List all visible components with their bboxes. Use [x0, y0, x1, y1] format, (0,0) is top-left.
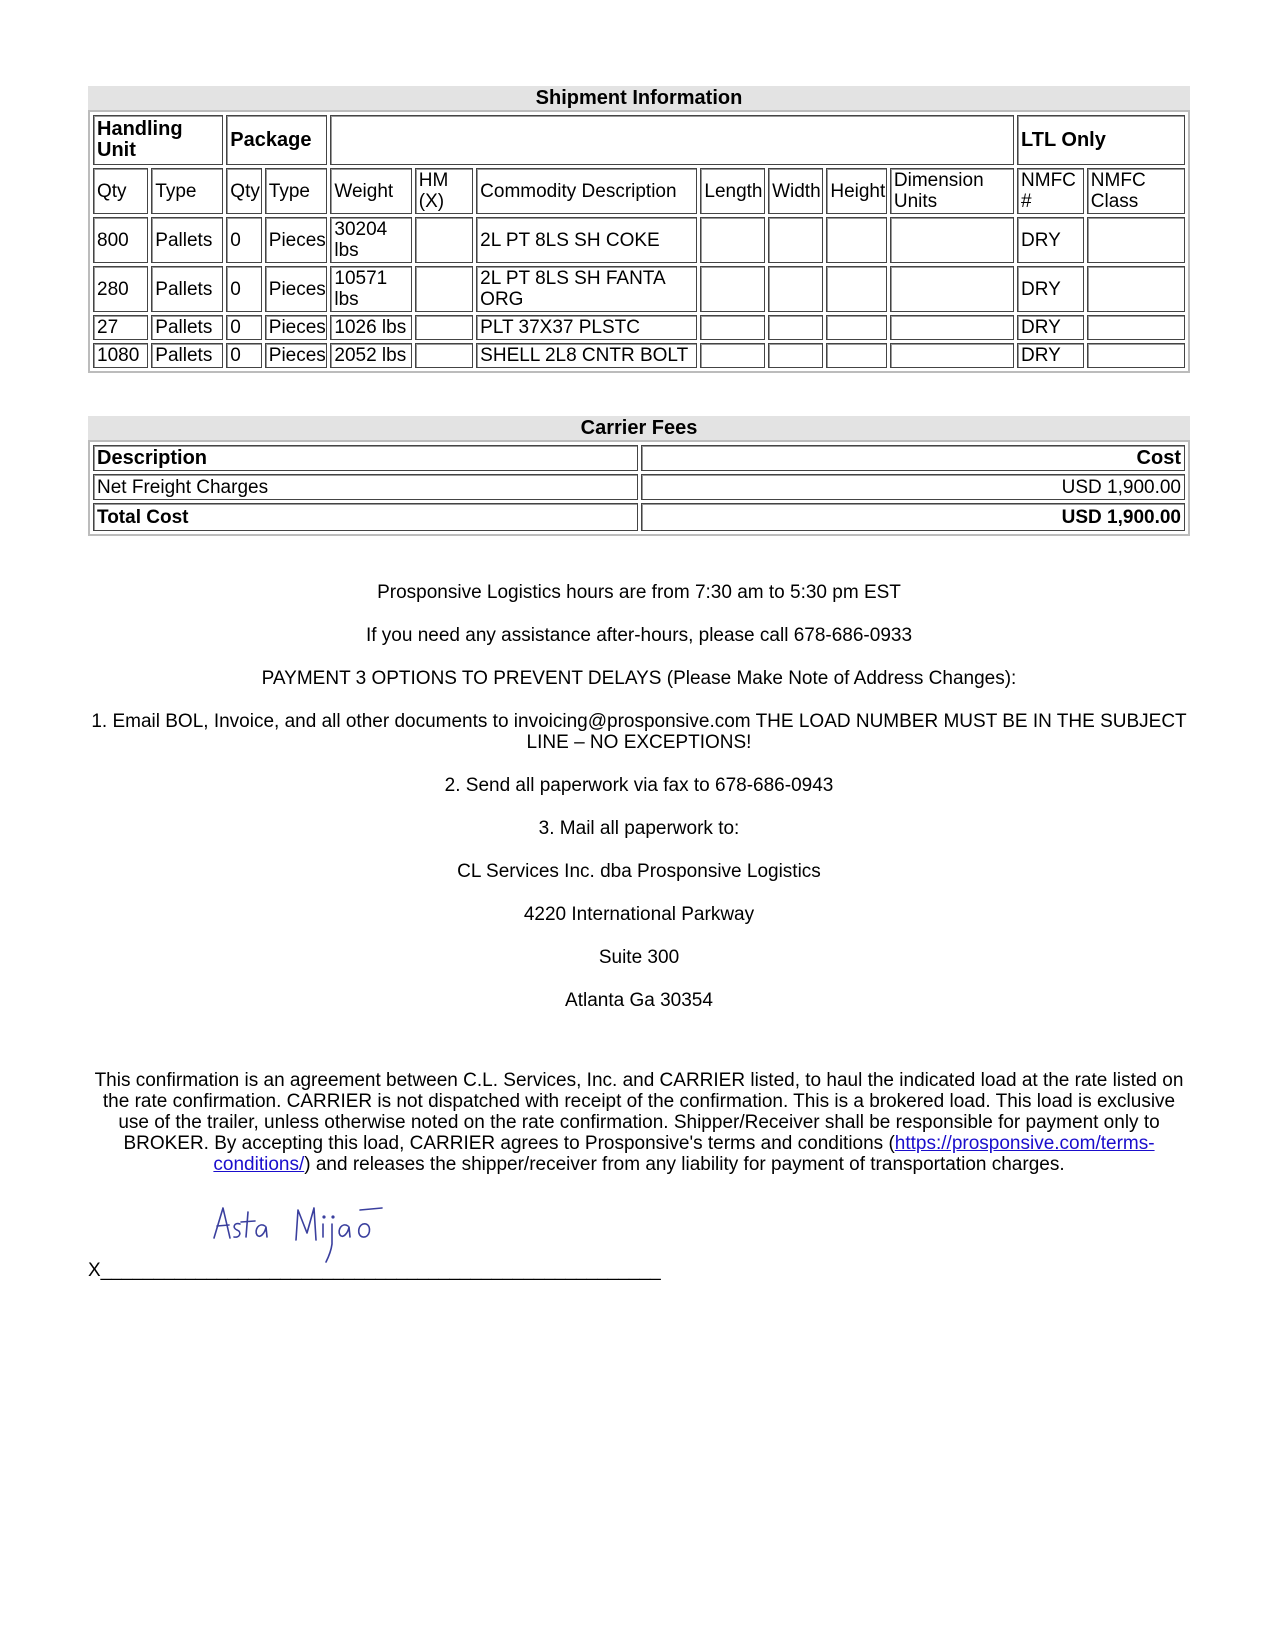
- col-header: Width: [768, 168, 823, 214]
- info-address-suite: Suite 300: [598, 947, 680, 968]
- col-header: Height: [826, 168, 887, 214]
- cell: [768, 217, 823, 263]
- cell: 2L PT 8LS SH COKE: [476, 217, 697, 263]
- cell: 1026 lbs: [330, 315, 411, 340]
- total-row: [93, 503, 1185, 531]
- cell: 280: [93, 266, 148, 312]
- col-header: Length: [700, 168, 765, 214]
- cell: Pallets: [151, 343, 223, 368]
- cell: [700, 343, 765, 368]
- cell: [768, 266, 823, 312]
- cell: [768, 343, 823, 368]
- cell: [1087, 343, 1185, 368]
- cell: DRY: [1017, 266, 1084, 312]
- table-row: [93, 266, 1185, 312]
- cell: DRY: [1017, 315, 1084, 340]
- cell: [700, 315, 765, 340]
- col-header: Weight: [330, 168, 411, 214]
- cell: [890, 343, 1014, 368]
- total-value: USD 1,900.00: [641, 503, 1186, 531]
- cell: 30204 lbs: [330, 217, 411, 263]
- column-header-row: [93, 168, 1185, 214]
- fees-col-cost: Cost: [641, 445, 1186, 471]
- col-header: HM (X): [415, 168, 473, 214]
- fees-section: [88, 416, 1190, 536]
- cell: 0: [226, 217, 261, 263]
- cell: [700, 217, 765, 263]
- info-address-city: Atlanta Ga 30354: [565, 990, 713, 1011]
- cell: [415, 217, 473, 263]
- shipment-title: Shipment Information: [88, 86, 1190, 110]
- table-row: [93, 217, 1185, 263]
- cell: SHELL 2L8 CNTR BOLT: [476, 343, 697, 368]
- legal-text: [88, 1070, 1190, 1175]
- cell: [1087, 217, 1185, 263]
- cell: DRY: [1017, 343, 1084, 368]
- col-header: NMFC #: [1017, 168, 1084, 214]
- cell: Pieces: [265, 266, 328, 312]
- info-after-hours: If you need any assistance after-hours, please call 678-686-0933: [365, 625, 913, 646]
- info-option-mail: 3. Mail all paperwork to:: [538, 818, 740, 839]
- info-hours: Prosponsive Logistics hours are from 7:30 am to 5:30 pm EST: [377, 582, 901, 603]
- header-package: Package: [226, 115, 327, 165]
- col-header: Type: [151, 168, 223, 214]
- terms-link[interactable]: https://prosponsive.com/terms-conditions/: [213, 1133, 1155, 1175]
- info-address-company: CL Services Inc. dba Prosponsive Logistics: [457, 861, 821, 882]
- cell: [768, 315, 823, 340]
- cell: [1087, 266, 1185, 312]
- cell: [700, 266, 765, 312]
- fees-title: Carrier Fees: [88, 416, 1190, 440]
- fees-table: [88, 440, 1190, 536]
- cell: [890, 217, 1014, 263]
- header-blank: [330, 115, 1014, 165]
- cell: [890, 266, 1014, 312]
- fees-col-description: Description: [93, 445, 638, 471]
- cell: Pieces: [265, 217, 328, 263]
- fee-cost: USD 1,900.00: [641, 474, 1186, 500]
- cell: 0: [226, 266, 261, 312]
- cell: [1087, 315, 1185, 340]
- header-handling-unit: Handling Unit: [93, 115, 223, 165]
- table-row: [93, 315, 1185, 340]
- fee-description: Net Freight Charges: [93, 474, 638, 500]
- cell: 10571 lbs: [330, 266, 411, 312]
- col-header: Qty: [93, 168, 148, 214]
- col-header: Commodity Description: [476, 168, 697, 214]
- cell: Pieces: [265, 315, 328, 340]
- table-row: [93, 343, 1185, 368]
- cell: 2052 lbs: [330, 343, 411, 368]
- info-option-fax: 2. Send all paperwork via fax to 678-686-0943: [444, 775, 834, 796]
- cell: 27: [93, 315, 148, 340]
- col-header: Type: [265, 168, 328, 214]
- cell: Pallets: [151, 217, 223, 263]
- table-row: [93, 474, 1185, 500]
- cell: [826, 315, 887, 340]
- cell: [415, 266, 473, 312]
- info-address-street: 4220 International Parkway: [523, 904, 755, 925]
- cell: [826, 343, 887, 368]
- cell: 2L PT 8LS SH FANTA ORG: [476, 266, 697, 312]
- cell: 0: [226, 315, 261, 340]
- info-payment-heading: PAYMENT 3 OPTIONS TO PREVENT DELAYS (Please Make Note of Address Changes):: [261, 668, 1017, 689]
- cell: 0: [226, 343, 261, 368]
- shipment-section: [88, 86, 1190, 373]
- cell: DRY: [1017, 217, 1084, 263]
- cell: [826, 217, 887, 263]
- cell: Pallets: [151, 266, 223, 312]
- legal-after-link: ) and releases the shipper/receiver from any liability for payment of transportation charges.: [304, 1154, 1065, 1175]
- info-option-email: 1. Email BOL, Invoice, and all other documents to invoicing@prosponsive.com THE LOAD NUMBER MUST BE IN THE SUBJECT LINE – NO EXCEPTIONS!: [91, 711, 1187, 753]
- shipment-table: [88, 110, 1190, 373]
- col-header: Dimension Units: [890, 168, 1014, 214]
- cell: [890, 315, 1014, 340]
- signature-line: X_____________________________________________________: [88, 1260, 661, 1281]
- cell: Pieces: [265, 343, 328, 368]
- legal-before-link: This confirmation is an agreement between C.L. Services, Inc. and CARRIER listed, to haul the indicated load at the rate listed on the rate confirmation. CARRIER is not dispatched with receipt of the confirmation. This is a brokered load. This load is exclusive use of the trailer, unless otherwise noted on the rate confirmation. Shipper/Receiver shall be responsible for payment only to BROKER. By accepting this load, CARRIER agrees to Prosponsive's terms and conditions (: [94, 1070, 1184, 1154]
- col-header: NMFC Class: [1087, 168, 1185, 214]
- cell: 800: [93, 217, 148, 263]
- cell: [415, 343, 473, 368]
- col-header: Qty: [226, 168, 261, 214]
- cell: 1080: [93, 343, 148, 368]
- cell: [415, 315, 473, 340]
- total-label: Total Cost: [93, 503, 638, 531]
- header-ltl-only: LTL Only: [1017, 115, 1185, 165]
- info-block: [88, 582, 1190, 1033]
- cell: Pallets: [151, 315, 223, 340]
- cell: [826, 266, 887, 312]
- cell: PLT 37X37 PLSTC: [476, 315, 697, 340]
